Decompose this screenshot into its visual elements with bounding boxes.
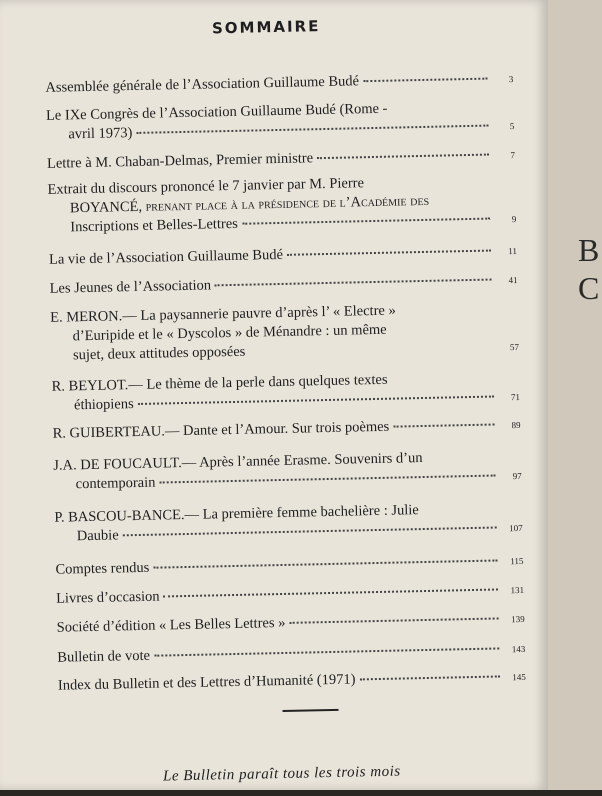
toc-entry (49, 270, 517, 300)
divider (282, 709, 338, 712)
toc-entry (52, 415, 520, 445)
page-number: 71 (510, 391, 521, 403)
page-number: 57 (509, 341, 520, 353)
page-number: 115 (510, 555, 524, 567)
page-number: 107 (509, 522, 523, 534)
toc-entry (50, 299, 519, 367)
page-number: 145 (512, 671, 526, 683)
entry-text: — La paysannerie pauvre d’après l’ « Electre » (122, 302, 396, 325)
toc-entry (56, 580, 524, 610)
entry-text: Extrait du discours prononcé le 7 janvier par M. Pierre (47, 175, 365, 198)
toc-entry (58, 667, 526, 697)
entry-text: contemporain (75, 474, 156, 493)
page-number: 5 (509, 121, 515, 132)
entry-author: R. BEYLOT. (51, 377, 129, 395)
facing-page-edge (548, 0, 602, 790)
entry-text: sujet, deux attitudes opposées (72, 343, 246, 364)
page-number: 139 (511, 613, 525, 625)
toc-entry (46, 97, 515, 146)
entry-text: d’Euripide et le « Dyscolos » de Ménandre : un même (72, 321, 387, 345)
toc-entry (55, 551, 523, 581)
page-number: 9 (511, 214, 517, 225)
toc-entry (47, 145, 515, 175)
entry-text: Société d’édition « Les Belles Lettres » (56, 614, 286, 636)
facing-page-letter: B (578, 232, 600, 268)
toc-entry (51, 368, 520, 417)
page-number: 7 (510, 150, 516, 161)
entry-text: Inscriptions et Belles-Lettres (70, 215, 238, 236)
entry-text: Les Jeunes de l’Association (49, 277, 212, 297)
entry-text: éthiopiens (73, 396, 134, 414)
page-number: 11 (508, 246, 518, 257)
entry-text: BOYANCÉ, prenant place à la présidence de l’Académie des (69, 192, 430, 217)
page-number: 131 (510, 584, 525, 596)
entry-text: — Dante et l’Amour. Sur trois poèmes (164, 418, 390, 440)
entry-text: Le IXe Congrès de l’Association Guillaume Budé (Rome - (45, 100, 388, 124)
entry-text: Daubie (76, 527, 119, 545)
entry-text: La vie de l’Association Guillaume Budé (48, 246, 284, 268)
footer-note: Le Bulletin paraît tous les trois mois (162, 763, 401, 785)
entry-author: R. GUIBERTEAU. (52, 423, 166, 442)
entry-text: avril 1973) (68, 125, 133, 143)
entry-text: Comptes rendus (55, 559, 150, 578)
toc-entry (57, 639, 525, 669)
toc-entry (54, 499, 523, 548)
toc-entry (45, 69, 513, 99)
facing-page-letter: C (578, 270, 600, 306)
toc-entry (49, 241, 517, 271)
entry-text: Index du Bulletin et des Lettres d’Humanité (1971) (57, 671, 356, 694)
entry-text: — La première femme bachelière : Julie (184, 502, 419, 524)
page-number: 97 (512, 470, 522, 482)
entry-text: — Après l’année Erasme. Souvenirs d’un (181, 450, 423, 472)
toc-entry (53, 447, 522, 496)
page-number: 143 (511, 643, 526, 655)
entry-author: P. BASCOU-BANCE. (54, 507, 185, 526)
entry-text: — Le thème de la perle dans quelques textes (128, 371, 388, 394)
entry-author: J.A. DE FOUCAULT. (53, 455, 182, 474)
toc-entry (57, 609, 525, 639)
entry-text: Livres d’occasion (55, 588, 160, 607)
page-number: 41 (508, 275, 518, 286)
entry-text: Assemblée générale de l’Association Guillaume Budé (45, 73, 360, 96)
toc-title: SOMMAIRE (211, 17, 321, 38)
page-number: 3 (508, 74, 514, 85)
page-number: 89 (511, 419, 521, 431)
toc-entry (47, 171, 516, 239)
entry-author: E. MERON. (50, 308, 123, 326)
entry-text: Lettre à M. Chaban-Delmas, Premier ministre (46, 150, 314, 172)
entry-text: Bulletin de vote (57, 647, 151, 666)
